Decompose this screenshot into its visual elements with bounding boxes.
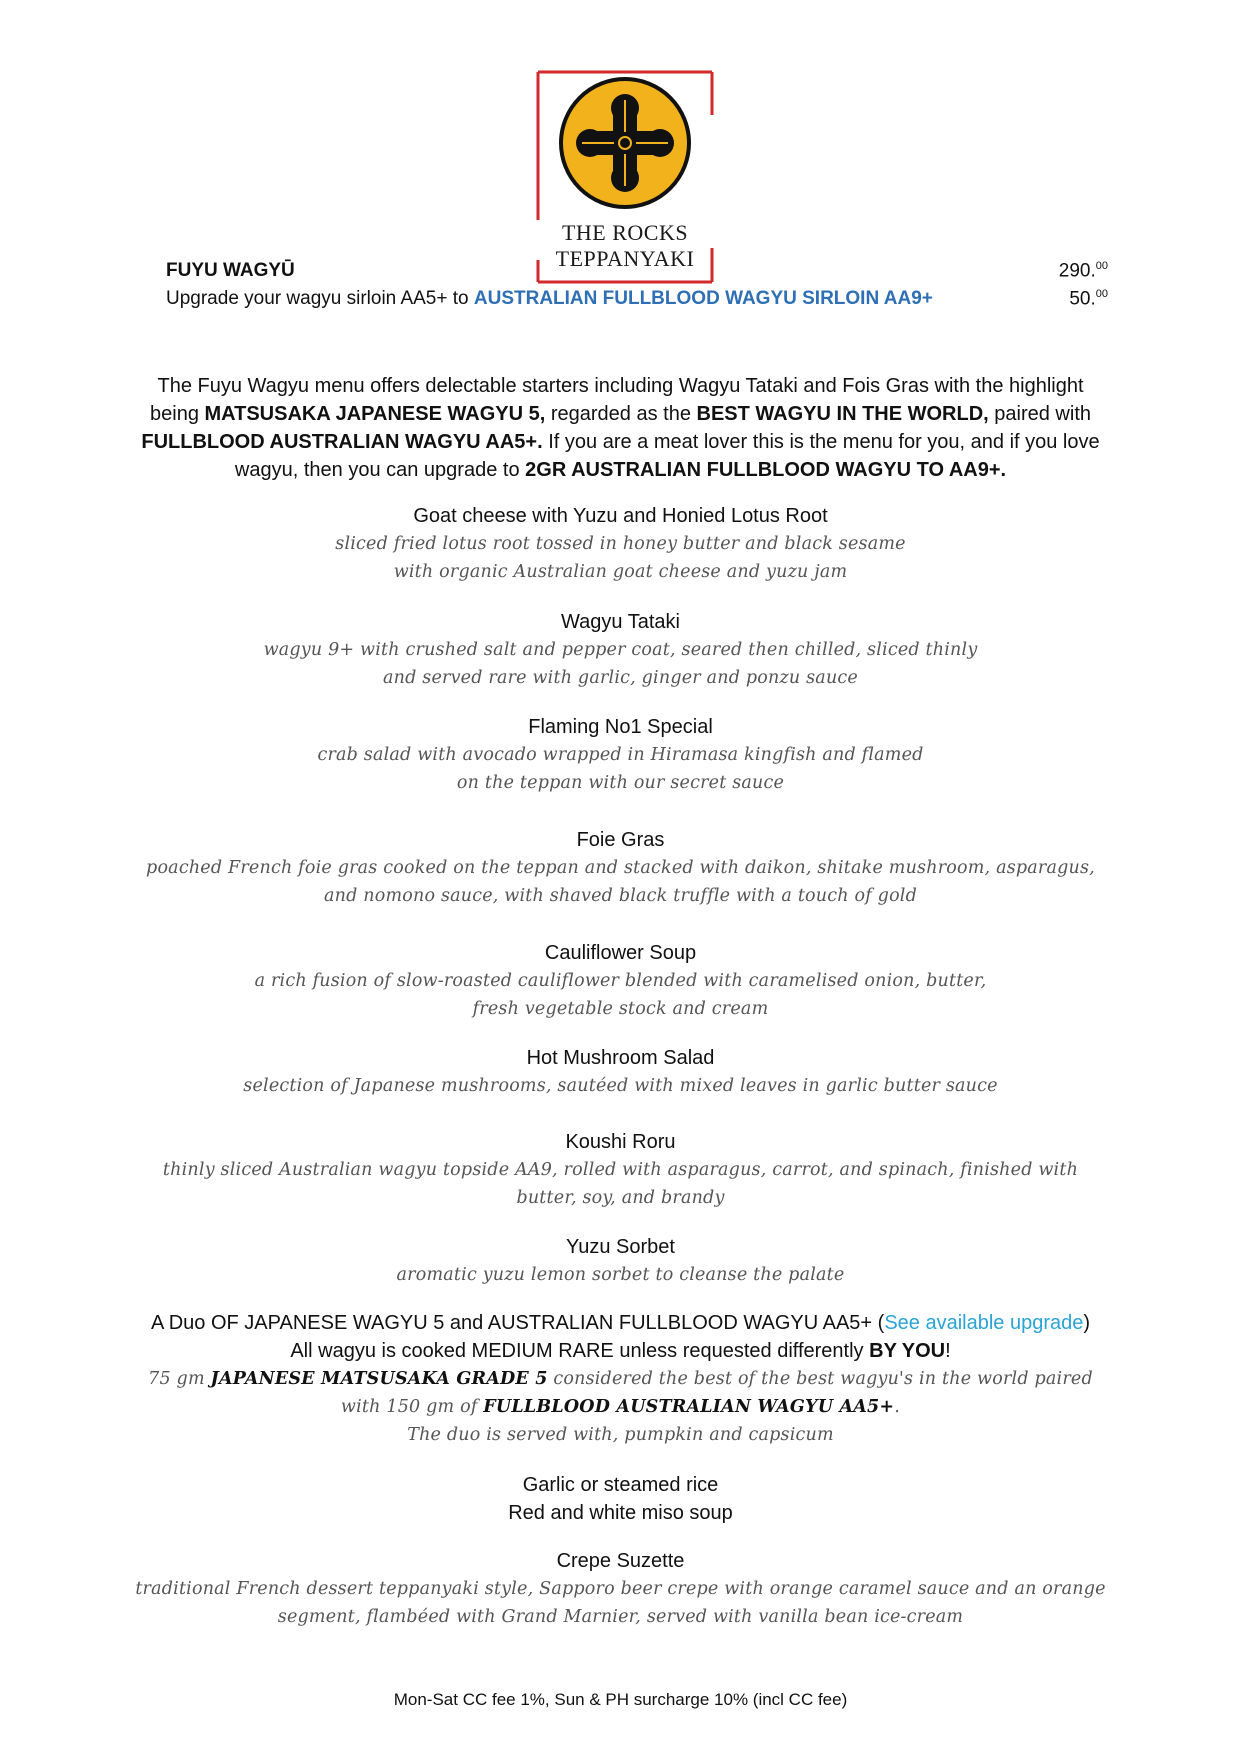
side-rice: Garlic or steamed rice: [522, 1474, 719, 1496]
upgrade-price: 50.00: [1069, 288, 1108, 310]
course-desc: and nomono sauce, with shaved black truffle with a touch of gold: [323, 886, 918, 906]
course-flaming-special: [110, 713, 1131, 797]
course-desc: 75 gm JAPANESE MATSUSAKA GRADE 5 considered the best of the best wagyu's in the world paired: [148, 1369, 1093, 1389]
course-desc: fresh vegetable stock and cream: [472, 999, 769, 1019]
course-desc: sliced fried lotus root tossed in honey butter and black sesame: [335, 534, 906, 554]
course-goat-cheese: [110, 502, 1131, 586]
course-desc: a rich fusion of slow-roasted cauliflower blended with caramelised onion, butter,: [254, 971, 987, 991]
course-desc: wagyu 9+ with crushed salt and pepper coat, seared then chilled, sliced thinly: [263, 640, 978, 660]
menu-title: FUYU WAGYŪ: [166, 260, 295, 281]
sides: [110, 1471, 1131, 1527]
course-name: Flaming No1 Special: [528, 716, 713, 738]
course-desc: aromatic yuzu lemon sorbet to cleanse the palate: [396, 1265, 845, 1285]
surcharge-note: Mon-Sat CC fee 1%, Sun & PH surcharge 10% (incl CC fee): [393, 1690, 848, 1709]
logo-line-1: THE ROCKS: [561, 220, 689, 245]
course-desc: selection of Japanese mushrooms, sautéed with mixed leaves in garlic butter sauce: [243, 1076, 998, 1096]
menu-price: 290.00: [1058, 260, 1108, 282]
course-desc: The duo is served with, pumpkin and capsicum: [407, 1425, 834, 1445]
course-cauliflower-soup: [110, 939, 1131, 1023]
course-koushi-roru: [110, 1128, 1131, 1212]
course-name: Koushi Roru: [565, 1131, 676, 1153]
course-mushroom-salad: [110, 1044, 1131, 1100]
course-name: Goat cheese with Yuzu and Honied Lotus Root: [413, 505, 828, 527]
course-name: Wagyu Tataki: [561, 611, 680, 633]
course-name: Cauliflower Soup: [544, 942, 697, 964]
course-wagyu-tataki: [110, 608, 1131, 692]
course-name: Crepe Suzette: [556, 1550, 685, 1572]
course-name: A Duo OF JAPANESE WAGYU 5 and AUSTRALIAN FULLBLOOD WAGYU AA5+ (See available upgrade): [150, 1312, 1091, 1334]
course-desc: with 150 gm of FULLBLOOD AUSTRALIAN WAGYU AA5+.: [340, 1397, 901, 1417]
course-desc: with organic Australian goat cheese and yuzu jam: [393, 562, 848, 582]
menu-intro: The Fuyu Wagyu menu offers delectable starters including Wagyu Tataki and Fois Gras with the highlight being MATSUSAKA JAPANESE WAGYU 5, regarded as the BEST WAGYU IN THE WORLD, paired with FULLBLOOD AUSTRALIAN WAGYU AA5+. If you are a meat lover this is the menu for you, and if you love wagyu, then you can upgrade to 2GR AUSTRALIAN FULLBLOOD WAGYU TO AA9+.: [141, 375, 1100, 481]
menu-title-row: [166, 260, 1108, 282]
logo-line-2: TEPPANYAKI: [555, 246, 695, 271]
course-wagyu-duo: [110, 1309, 1131, 1449]
upgrade-highlight: AUSTRALIAN FULLBLOOD WAGYU SIRLOIN AA9+: [473, 288, 933, 309]
course-desc: segment, flambéed with Grand Marnier, served with vanilla bean ice-cream: [277, 1607, 964, 1627]
course-crepe-suzette: [110, 1547, 1131, 1631]
course-desc: traditional French dessert teppanyaki style, Sapporo beer crepe with orange caramel sauce and an orange: [135, 1579, 1106, 1599]
restaurant-logo: [535, 70, 715, 285]
cooking-warning: All wagyu is cooked MEDIUM RARE unless requested differently BY YOU!: [290, 1340, 951, 1362]
course-desc: thinly sliced Australian wagyu topside AA9, rolled with asparagus, carrot, and spinach, finished with: [162, 1160, 1079, 1180]
course-foie-gras: [110, 826, 1131, 910]
course-desc: butter, soy, and brandy: [516, 1188, 725, 1208]
course-desc: poached French foie gras cooked on the teppan and stacked with daikon, shitake mushroom, asparagus,: [146, 858, 1095, 878]
course-desc: and served rare with garlic, ginger and ponzu sauce: [383, 668, 858, 688]
side-miso-soup: Red and white miso soup: [508, 1502, 733, 1524]
course-name: Hot Mushroom Salad: [526, 1047, 715, 1069]
upgrade-row: [166, 288, 1108, 310]
course-desc: crab salad with avocado wrapped in Hiramasa kingfish and flamed: [317, 745, 924, 765]
course-name: Foie Gras: [576, 829, 665, 851]
course-yuzu-sorbet: [110, 1233, 1131, 1289]
upgrade-link[interactable]: See available upgrade: [884, 1312, 1084, 1334]
upgrade-text: Upgrade your wagyu sirloin AA5+ to: [166, 288, 474, 309]
course-desc: on the teppan with our secret sauce: [456, 773, 785, 793]
course-name: Yuzu Sorbet: [566, 1236, 675, 1258]
